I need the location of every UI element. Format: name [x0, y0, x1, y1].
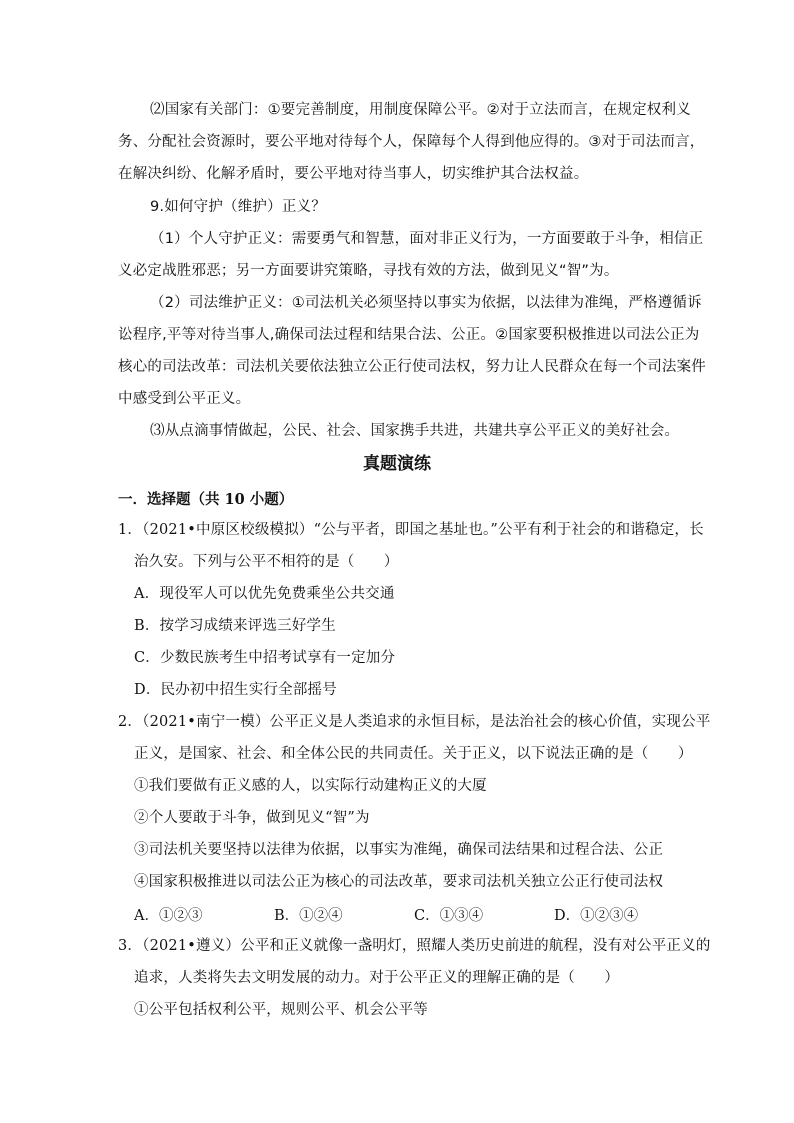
question-1-option-c: C．少数民族考生中招考试享有一定加分 [134, 650, 396, 666]
question-2-option-b: B．①②④ [274, 908, 343, 924]
question-1-option-b: B．按学习成绩来评选三好学生 [134, 618, 336, 634]
question-2-stem-line-1: 2．（2021•南宁一模）公平正义是人类追求的永恒目标，是法治社会的核心价值，实现公平 [118, 714, 711, 730]
para-line-5: （1）个人守护正义：需要勇气和智慧，面对非正义行为，一方面要敢于斗争，相信正 [150, 231, 704, 247]
para-line-10: 中感受到公平正义。 [118, 391, 251, 407]
question-3-stem-line-1: 3．（2021•遵义）公平和正义就像一盏明灯，照耀人类历史前进的航程，没有对公平正义的 [118, 938, 711, 954]
para-line-6: 义必定战胜邪恶；另一方面要讲究策略，寻找有效的方法，做到见义“智”为。 [118, 263, 619, 279]
section-heading: 一．选择题（共 10 小题） [118, 491, 294, 508]
question-2-statement-4: ④国家积极推进以司法公正为核心的司法改革，要求司法机关独立公正行使司法权 [134, 874, 664, 890]
para-line-8: 讼程序,平等对待当事人,确保司法过程和结果合法、公正。②国家要积极推进以司法公正为 [118, 327, 700, 343]
question-2-option-d: D．①②③④ [554, 908, 639, 924]
para-line-11: ⑶从点滴事情做起，公民、社会、国家携手共进，共建共享公平正义的美好社会。 [150, 423, 680, 439]
question-2-option-c: C．①③④ [414, 908, 484, 924]
question-1-option-d: D．民办初中招生实行全部摇号 [134, 682, 337, 698]
question-1-option-a: A．现役军人可以优先免费乘坐公共交通 [134, 586, 395, 602]
para-line-2: 务、分配社会资源时，要公平地对待每个人，保障每个人得到他应得的。③对于司法而言， [118, 134, 705, 150]
question-1-stem-line-2: 治久安。下列与公平不相符的是（ ） [134, 554, 399, 570]
question-3-stem-line-2: 追求，人类将失去文明发展的动力。对于公平正义的理解正确的是（ ） [134, 970, 620, 986]
question-2-option-a: A．①②③ [134, 908, 203, 924]
question-9-heading: 9.如何守护（维护）正义？ [150, 199, 326, 215]
para-line-7: （2）司法维护正义：①司法机关必须坚持以事实为依据，以法律为准绳，严格遵循诉 [150, 295, 702, 311]
para-line-9: 核心的司法改革：司法机关要依法独立公正行使司法权，努力让人民群众在每一个司法案件 [118, 359, 706, 375]
question-2-stem-line-2: 正义，是国家、社会、和全体公民的共同责任。关于正义，以下说法正确的是（ ） [134, 746, 693, 762]
para-line-1: ⑵国家有关部门：①要完善制度，用制度保障公平。②对于立法而言，在规定权利义 [150, 102, 691, 118]
para-line-3: 在解决纠纷、化解矛盾时，要公平地对待当事人，切实维护其合法权益。 [118, 166, 589, 182]
question-2-statement-2: ②个人要敢于斗争，做到见义“智”为 [134, 810, 370, 826]
question-1-stem-line-1: 1．（2021•中原区校级模拟）“公与平者，即国之基址也。”公平有利于社会的和谐稳定，长 [118, 522, 704, 538]
question-2-statement-1: ①我们要做有正义感的人，以实际行动建构正义的大厦 [134, 778, 487, 794]
section-title: 真题演练 [363, 454, 431, 474]
question-3-statement-1: ①公平包括权利公平，规则公平、机会公平等 [134, 1002, 428, 1018]
question-2-statement-3: ③司法机关要坚持以法律为依据，以事实为准绳，确保司法结果和过程合法、公正 [134, 842, 664, 858]
